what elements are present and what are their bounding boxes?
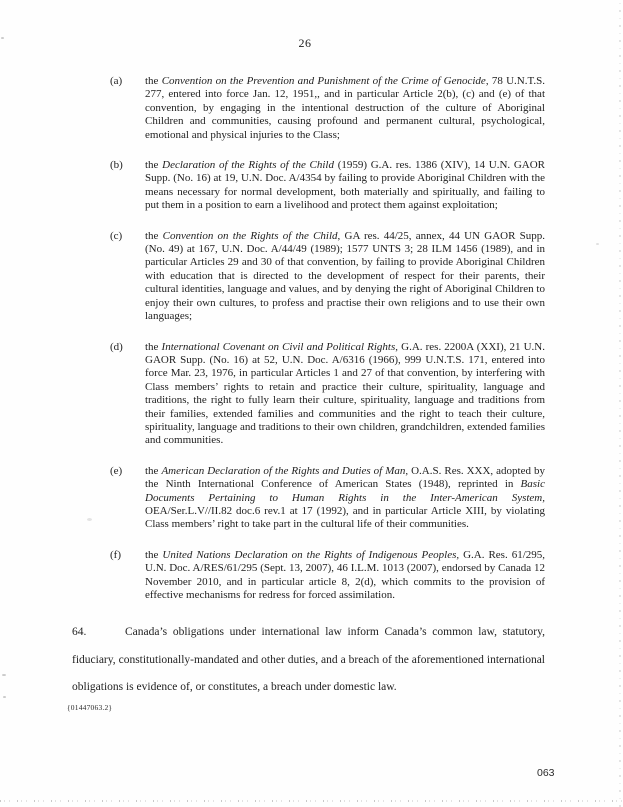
list-item-e — [110, 465, 545, 532]
document-id-stamp: {01447063.2} — [67, 702, 113, 712]
page-number: 26 — [298, 36, 312, 50]
list-item-label: (f) — [110, 548, 121, 561]
list-item-label: (b) — [110, 159, 123, 172]
list-item-b — [110, 159, 545, 213]
list-item-text: the Convention on the Prevention and Punishment of the Crime of Genocide, 78 U.N.T.S. 277, entered into force Jan. 12, 1951,, and in particular Article 2(b), (c) and (e) of that convention, by engaging in the intentional destruction of the culture of Aboriginal Children and communities, causing profound and permanent cultural, psychological, emotional and physical injuries to the Class; — [145, 75, 545, 141]
paragraph-number: 64. — [72, 626, 87, 639]
scan-artifact-bottom-edge — [0, 800, 623, 802]
list-item-label: (d) — [110, 340, 123, 353]
list-item-text: the Convention on the Rights of the Child, GA res. 44/25, annex, 44 UN GAOR Supp. (No. 49) at 167, U.N. Doc. A/44/49 (1989); 1577 UNTS 3; 28 ILM 1456 (1989), and in particular Articles 29 and 30 of that convention, by failing to provide Aboriginal Children with education that is directed to the development of respect for their parents, their cultural identities, language and values, and by denying the right of Aboriginal Children to enjoy their own cultures, to profess and practise their own religions and to use their own languages; — [145, 229, 545, 323]
bates-number: 063 — [537, 767, 555, 779]
paragraph-text: Canada’s obligations under international law inform Canada’s common law, statutory, fiduciary, constitutionally-mandated and other duties, and a breach of the aforementioned international obligations is evidence of, or constitutes, a breach under domestic law. — [72, 626, 545, 694]
list-item-text: the International Covenant on Civil and Political Rights, G.A. res. 2200A (XXI), 21 U.N. GAOR Supp. (No. 16) at 52, U.N. Doc. A/6316 (1966), 999 U.N.T.S. 171, entered into force Mar. 23, 1976, in particular Articles 1 and 27 of that convention, by interfering with Class members’ rights to retain and practice their culture, spirituality, language and traditions, the right to fully learn their culture, spirituality, language and traditions from their families, extended families and communities and the right to teach their culture, spirituality, language and traditions to their own children, grandchildren, extended families and communities. — [145, 340, 545, 447]
treaty-list — [110, 75, 545, 602]
list-item-label: (a) — [110, 75, 123, 87]
paragraph-64 — [72, 619, 545, 702]
scan-artifact-right-edge — [619, 0, 621, 807]
scan-artifact-speck — [596, 243, 599, 245]
list-item-d — [110, 341, 545, 448]
list-item-a — [110, 75, 545, 142]
scan-artifact-speck — [87, 518, 92, 521]
scan-artifact-speck — [3, 696, 6, 698]
list-item-text: the Declaration of the Rights of the Child (1959) G.A. res. 1386 (XIV), 14 U.N. GAOR Supp. (No. 16) at 19, U.N. Doc. A/4354 by failing to provide Aboriginal Children with the means necessary for normal development, both materially and spiritually, and failing to put them in a position to earn a livelihood and protect them against exploitation; — [145, 159, 545, 212]
scan-artifact-speck — [1, 37, 4, 39]
scan-artifact-speck — [2, 674, 6, 676]
list-item-label: (c) — [110, 229, 123, 242]
list-item-f — [110, 549, 545, 603]
list-item-c — [110, 230, 545, 324]
list-item-label: (e) — [110, 464, 123, 477]
list-item-text: the American Declaration of the Rights and Duties of Man, O.A.S. Res. XXX, adopted by the Ninth International Conference of American States (1948), reprinted in Basic Documents Pertaining to Human Rights in the Inter-American System, OEA/Ser.L.V//II.82 doc.6 rev.1 at 17 (1992), and in particular Article XIII, by violating Class members’ right to take part in the cultural life of their communities. — [145, 464, 545, 531]
list-item-text: the United Nations Declaration on the Rights of Indigenous Peoples, G.A. Res. 61/295, U.N. Doc. A/RES/61/295 (Sept. 13, 2007), 46 I.L.M. 1013 (2007), endorsed by Canada 12 November 2010, and in particular article 8, 2(d), which commits to the provision of effective mechanisms for redress for forced assimilation. — [145, 548, 545, 601]
